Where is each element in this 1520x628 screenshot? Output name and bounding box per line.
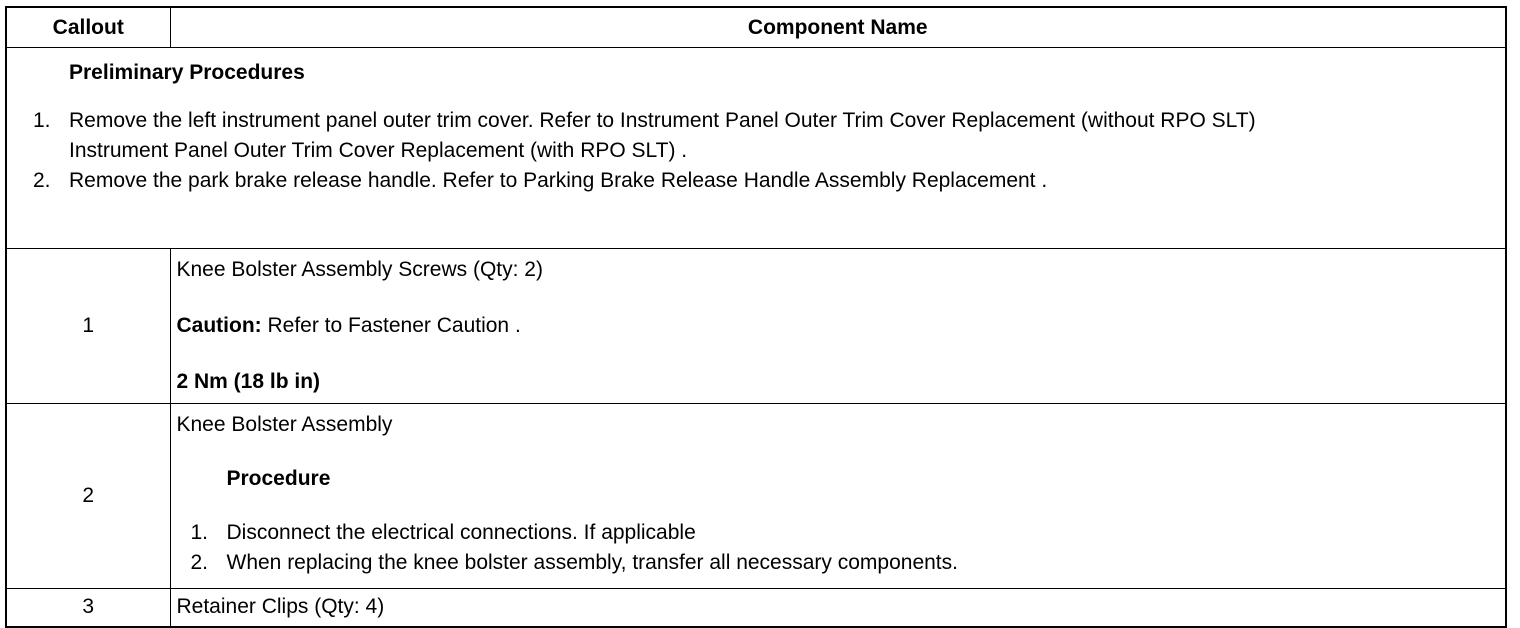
component-name: Knee Bolster Assembly <box>176 413 393 436</box>
header-component-name: Component Name <box>170 7 1506 48</box>
preliminary-step <box>13 166 1499 196</box>
procedure-title: Procedure <box>226 467 331 490</box>
table-row <box>6 589 1506 627</box>
caution-note <box>177 311 1500 341</box>
callout-cell: 3 <box>6 589 170 627</box>
procedure-step <box>177 518 1500 548</box>
header-callout: Callout <box>6 7 170 48</box>
step-number: 1. <box>33 109 51 132</box>
component-cell <box>170 249 1506 404</box>
component-cell <box>170 589 1506 627</box>
preliminary-title: Preliminary Procedures <box>69 61 305 84</box>
component-name: Retainer Clips (Qty: 4) <box>176 595 385 619</box>
callout-cell: 2 <box>6 404 170 589</box>
step-text: Disconnect the electrical connections. If applicable <box>226 521 696 544</box>
caution-label: Caution: <box>176 314 262 337</box>
caution-text: Refer to Fastener Caution . <box>261 314 521 337</box>
torque-spec: 2 Nm (18 lb in) <box>176 370 321 393</box>
step-text-line: Instrument Panel Outer Trim Cover Replacement (with RPO SLT) . <box>69 139 688 162</box>
step-text-line: Remove the park brake release handle. Refer to Parking Brake Release Handle Assembly Replacement . <box>69 169 1048 192</box>
component-name: Knee Bolster Assembly Screws (Qty: 2) <box>176 258 543 281</box>
preliminary-cell <box>6 48 1506 249</box>
step-number: 2. <box>33 169 51 192</box>
step-number: 1. <box>190 521 209 544</box>
procedure-step <box>177 548 1500 578</box>
component-cell <box>170 404 1506 589</box>
component-table <box>5 6 1507 628</box>
callout-cell: 1 <box>6 249 170 404</box>
step-text: When replacing the knee bolster assembly, transfer all necessary components. <box>226 551 958 574</box>
step-number: 2. <box>190 551 209 574</box>
table-row <box>6 249 1506 404</box>
procedure-steps <box>177 518 1500 578</box>
preliminary-step <box>13 106 1499 166</box>
step-text-line: Remove the left instrument panel outer trim cover. Refer to Instrument Panel Outer Trim Cover Replacement (without RPO SLT) <box>69 109 1256 132</box>
preliminary-steps <box>13 106 1499 196</box>
preliminary-row <box>6 48 1506 249</box>
table-header-row <box>6 7 1506 48</box>
table-row <box>6 404 1506 589</box>
